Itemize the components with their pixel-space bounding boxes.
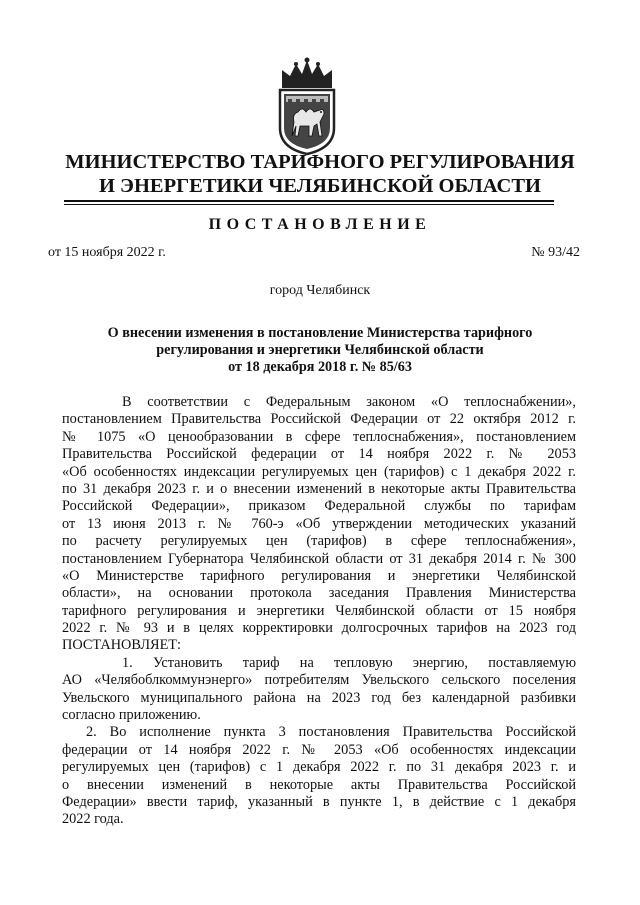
clause-2-line: Федерации» ввести тариф, указанный в пункте 1, в действие с 1 декабря <box>62 793 576 810</box>
clause-2-line: о внесении изменений в некоторые акты Правительства Российской <box>62 776 576 793</box>
document-type: ПОСТАНОВЛЕНИЕ <box>208 216 432 233</box>
body-line: В соответствии с Федеральным законом «О теплоснабжении», <box>122 394 576 410</box>
body-line: тарифного регулирования и энергетики Челябинской области от 15 ноября <box>62 602 576 619</box>
clause-2-line: 2022 года. <box>62 811 124 828</box>
title-line-3: от 18 декабря 2018 г. № 85/63 <box>228 359 412 375</box>
body-line: Российской Федерации», приказом Федеральной службы по тарифам <box>62 498 576 515</box>
document-body <box>62 394 576 829</box>
ministry-line-1: МИНИСТЕРСТВО ТАРИФНОГО РЕГУЛИРОВАНИЯ <box>65 151 575 173</box>
header-rule-thin <box>64 204 554 205</box>
body-line: 2022 г. № 93 и в целях корректировки долгосрочных тарифов на 2023 год <box>62 620 576 637</box>
body-line: ПОСТАНОВЛЯЕТ: <box>62 637 182 654</box>
clause-2-line: федерации от 14 ноября 2022 г. № 2053 «Об особенностях индексации <box>62 741 576 758</box>
ministry-name <box>40 150 600 198</box>
clause-1-line: согласно приложению. <box>62 707 201 724</box>
document-title <box>60 325 580 376</box>
document-number: № 93/42 <box>531 245 580 260</box>
body-line: «О Министерстве тарифного регулирования и энергетики Челябинской <box>62 567 576 584</box>
title-line-1: О внесении изменения в постановление Министерства тарифного <box>107 325 533 341</box>
ministry-line-2: И ЭНЕРГЕТИКИ ЧЕЛЯБИНСКОЙ ОБЛАСТИ <box>98 175 541 197</box>
body-line: по расчету регулируемых цен (тарифов) в сфере теплоснабжения», <box>62 533 576 550</box>
clause-1-line: 1. Установить тариф на тепловую энергию, поставляемую <box>122 654 576 671</box>
document-city: город Челябинск <box>269 283 371 298</box>
body-line: Правительства Российской федерации от 14 ноября 2022 г. № 2053 <box>62 446 576 463</box>
body-line: области», на основании протокола заседания Правления Министерства <box>62 585 576 602</box>
header-rule-thick <box>64 200 554 202</box>
clause-1-line: Увельского муниципального района на 2023 год без календарной разбивки <box>62 689 576 706</box>
body-line: по 31 декабря 2023 г. и о внесении изменений в некоторые акты Правительства <box>62 480 576 497</box>
title-line-2: регулирования и энергетики Челябинской области <box>156 342 484 358</box>
clause-2-line: 2. Во исполнение пункта 3 постановления Правительства Российской <box>86 724 576 741</box>
coat-of-arms-icon <box>268 56 346 156</box>
body-line: № 1075 «О ценообразовании в сфере теплоснабжения», постановлением <box>62 428 576 445</box>
body-line: постановлением Правительства Российской Федерации от 22 октября 2012 г. <box>62 411 576 428</box>
document-date: от 15 ноября 2022 г. <box>48 245 166 260</box>
body-line: постановлением Губернатора Челябинской области от 31 декабря 2014 г. № 300 <box>62 550 576 567</box>
body-line: «Об особенностях индексации регулируемых цен (тарифов) с 1 декабря 2022 г. <box>62 463 576 480</box>
clause-2-line: регулируемых цен (тарифов) с 1 декабря 2022 г. по 31 декабря 2023 г. и <box>62 759 576 776</box>
body-line: от 13 июня 2013 г. № 760-э «Об утверждении методических указаний <box>62 515 576 532</box>
clause-1-line: АО «Челябоблкоммунэнерго» потребителям Увельского сельского поселения <box>62 672 576 689</box>
